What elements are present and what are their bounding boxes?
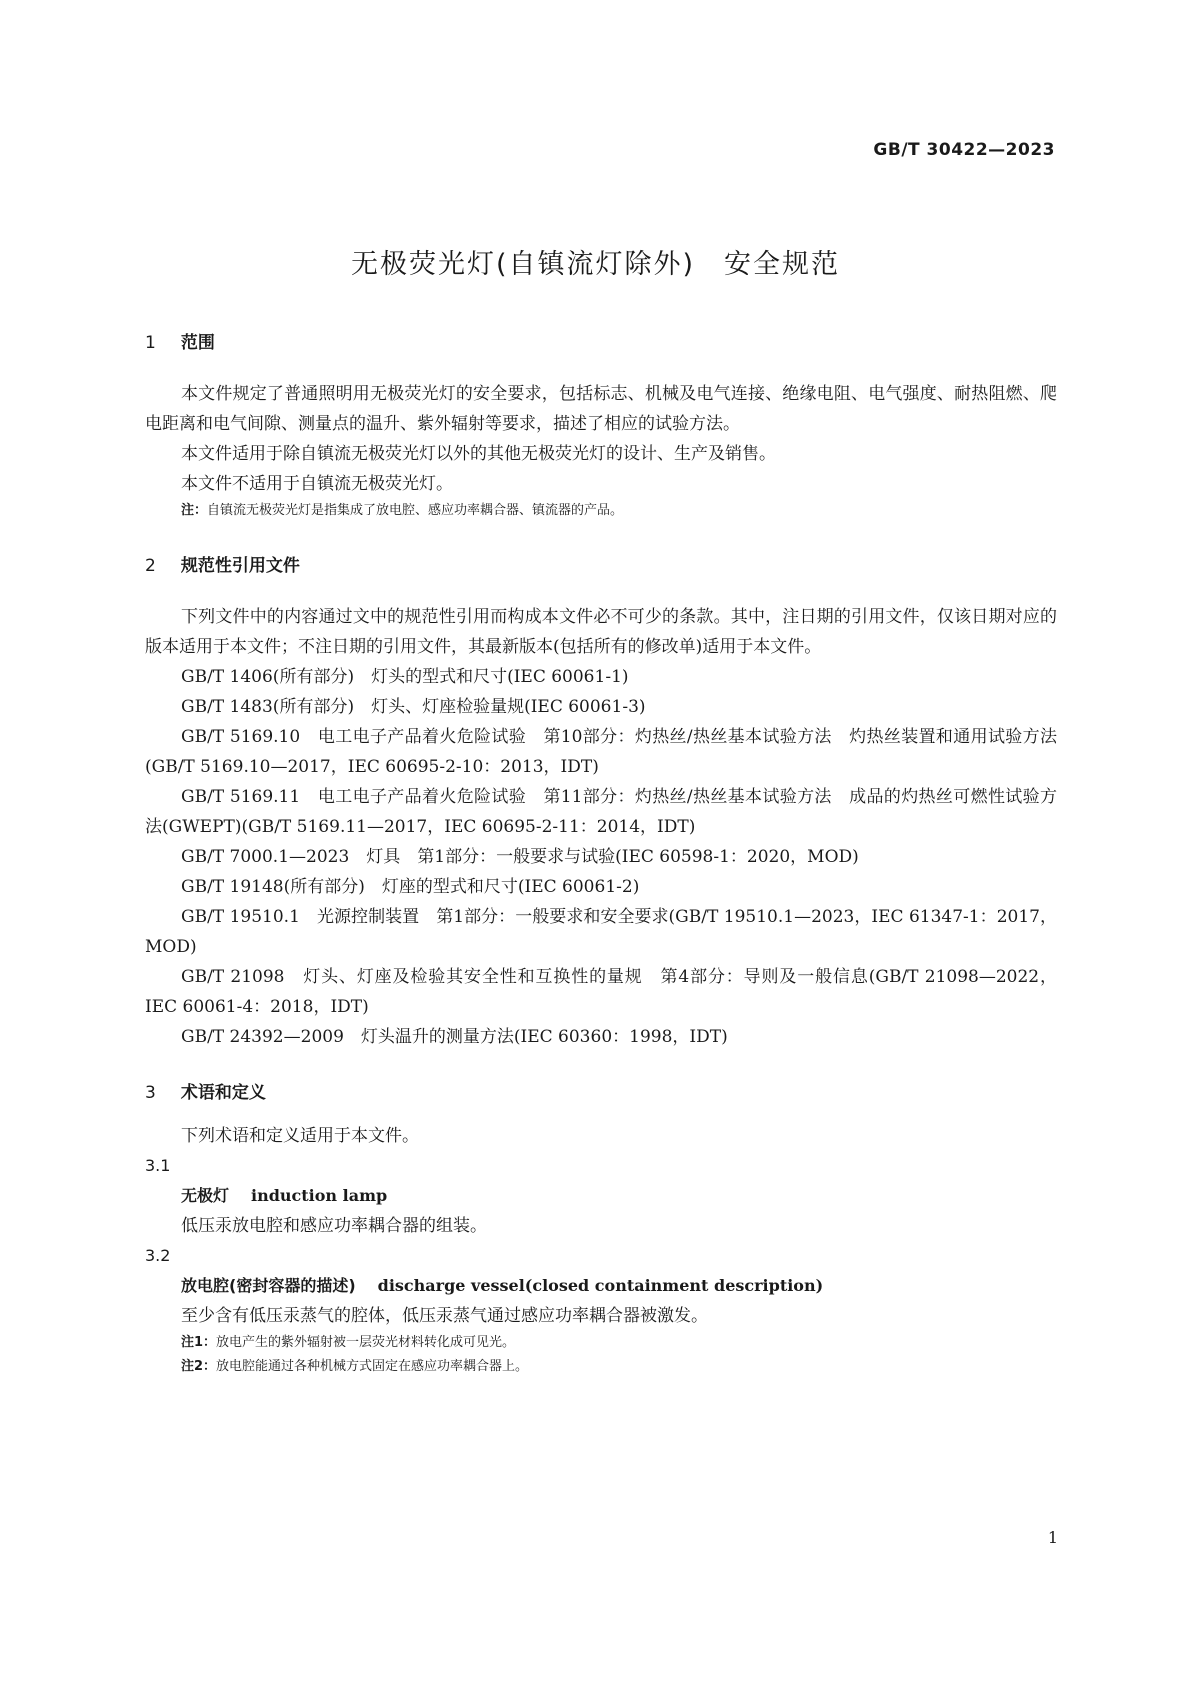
section-number: 2 xyxy=(145,556,156,576)
note-label: 注1： xyxy=(181,1335,217,1350)
term-entry xyxy=(181,1271,1057,1301)
reference-item: GB/T 5169.10 电工电子产品着火危险试验 第10部分：灼热丝/热丝基本试验方法 灼热丝装置和通用试验方法(GB/T 5169.10—2017，IEC 60695-2-10：2013，IDT) xyxy=(145,727,1057,777)
reference-item: GB/T 24392—2009 灯头温升的测量方法(IEC 60360：1998，IDT) xyxy=(181,1027,728,1047)
document-body xyxy=(145,333,1057,1379)
term-english: induction lamp xyxy=(251,1186,388,1205)
term-definition: 低压汞放电腔和感应功率耦合器的组装。 xyxy=(181,1216,487,1236)
section-number: 3 xyxy=(145,1083,156,1103)
section-heading-terms-definitions xyxy=(145,1078,1057,1103)
reference-item: GB/T 21098 灯头、灯座及检验其安全性和互换性的量规 第4部分：导则及一般信息(GB/T 21098—2022，IEC 60061-4：2018，IDT) xyxy=(145,967,1057,1017)
reference-item: GB/T 1483(所有部分) 灯头、灯座检验量规(IEC 60061-3) xyxy=(181,697,646,717)
section-heading-normative-references xyxy=(145,551,1057,576)
note-label: 注： xyxy=(181,503,208,518)
terms-intro: 下列术语和定义适用于本文件。 xyxy=(181,1126,419,1146)
term-number: 3.2 xyxy=(145,1246,171,1265)
scope-note xyxy=(181,499,1057,523)
term-note-2 xyxy=(181,1355,1057,1379)
page-number: 1 xyxy=(1047,1528,1058,1547)
note-text: 放电产生的紫外辐射被一层荧光材料转化成可见光。 xyxy=(216,1335,516,1350)
document-title: 无极荧光灯(自镇流灯除外) 安全规范 xyxy=(350,249,841,280)
section-number: 1 xyxy=(145,333,156,353)
note-text: 自镇流无极荧光灯是指集成了放电腔、感应功率耦合器、镇流器的产品。 xyxy=(207,503,624,518)
section-title: 术语和定义 xyxy=(180,1083,266,1103)
term-chinese: 无极灯 xyxy=(181,1186,230,1205)
scope-paragraph-3: 本文件不适用于自镇流无极荧光灯。 xyxy=(181,474,453,494)
reference-item: GB/T 19510.1 光源控制装置 第1部分：一般要求和安全要求(GB/T 19510.1—2023，IEC 61347-1：2017，MOD) xyxy=(145,907,1057,957)
reference-item: GB/T 7000.1—2023 灯具 第1部分：一般要求与试验(IEC 60598-1：2020，MOD) xyxy=(181,847,859,867)
reference-item: GB/T 5169.11 电工电子产品着火危险试验 第11部分：灼热丝/热丝基本试验方法 成品的灼热丝可燃性试验方法(GWEPT)(GB/T 5169.11—2017，IEC 60695-2-11：2014，IDT) xyxy=(145,787,1057,837)
reference-item: GB/T 19148(所有部分) 灯座的型式和尺寸(IEC 60061-2) xyxy=(181,877,640,897)
term-entry xyxy=(181,1181,1057,1211)
section-heading-scope xyxy=(145,328,1057,353)
scope-paragraph-2: 本文件适用于除自镇流无极荧光灯以外的其他无极荧光灯的设计、生产及销售。 xyxy=(181,444,776,464)
references-intro: 下列文件中的内容通过文中的规范性引用而构成本文件必不可少的条款。其中，注日期的引用文件，仅该日期对应的版本适用于本文件；不注日期的引用文件，其最新版本(包括所有的修改单)适用于本文件。 xyxy=(145,607,1057,657)
note-label: 注2： xyxy=(181,1359,217,1374)
reference-item: GB/T 1406(所有部分) 灯头的型式和尺寸(IEC 60061-1) xyxy=(181,667,629,687)
scope-paragraph-1: 本文件规定了普通照明用无极荧光灯的安全要求，包括标志、机械及电气连接、绝缘电阻、电气强度、耐热阻燃、爬电距离和电气间隙、测量点的温升、紫外辐射等要求，描述了相应的试验方法。 xyxy=(145,384,1057,434)
term-english: discharge vessel(closed containment description) xyxy=(377,1276,824,1295)
term-chinese: 放电腔(密封容器的描述) xyxy=(181,1276,356,1295)
standard-code: GB/T 30422—2023 xyxy=(873,140,1055,160)
term-number: 3.1 xyxy=(145,1156,171,1175)
note-text: 放电腔能通过各种机械方式固定在感应功率耦合器上。 xyxy=(216,1359,529,1374)
term-definition: 至少含有低压汞蒸气的腔体，低压汞蒸气通过感应功率耦合器被激发。 xyxy=(181,1306,708,1326)
section-title: 范围 xyxy=(180,333,215,353)
term-note-1 xyxy=(181,1331,1057,1355)
section-title: 规范性引用文件 xyxy=(180,556,300,576)
